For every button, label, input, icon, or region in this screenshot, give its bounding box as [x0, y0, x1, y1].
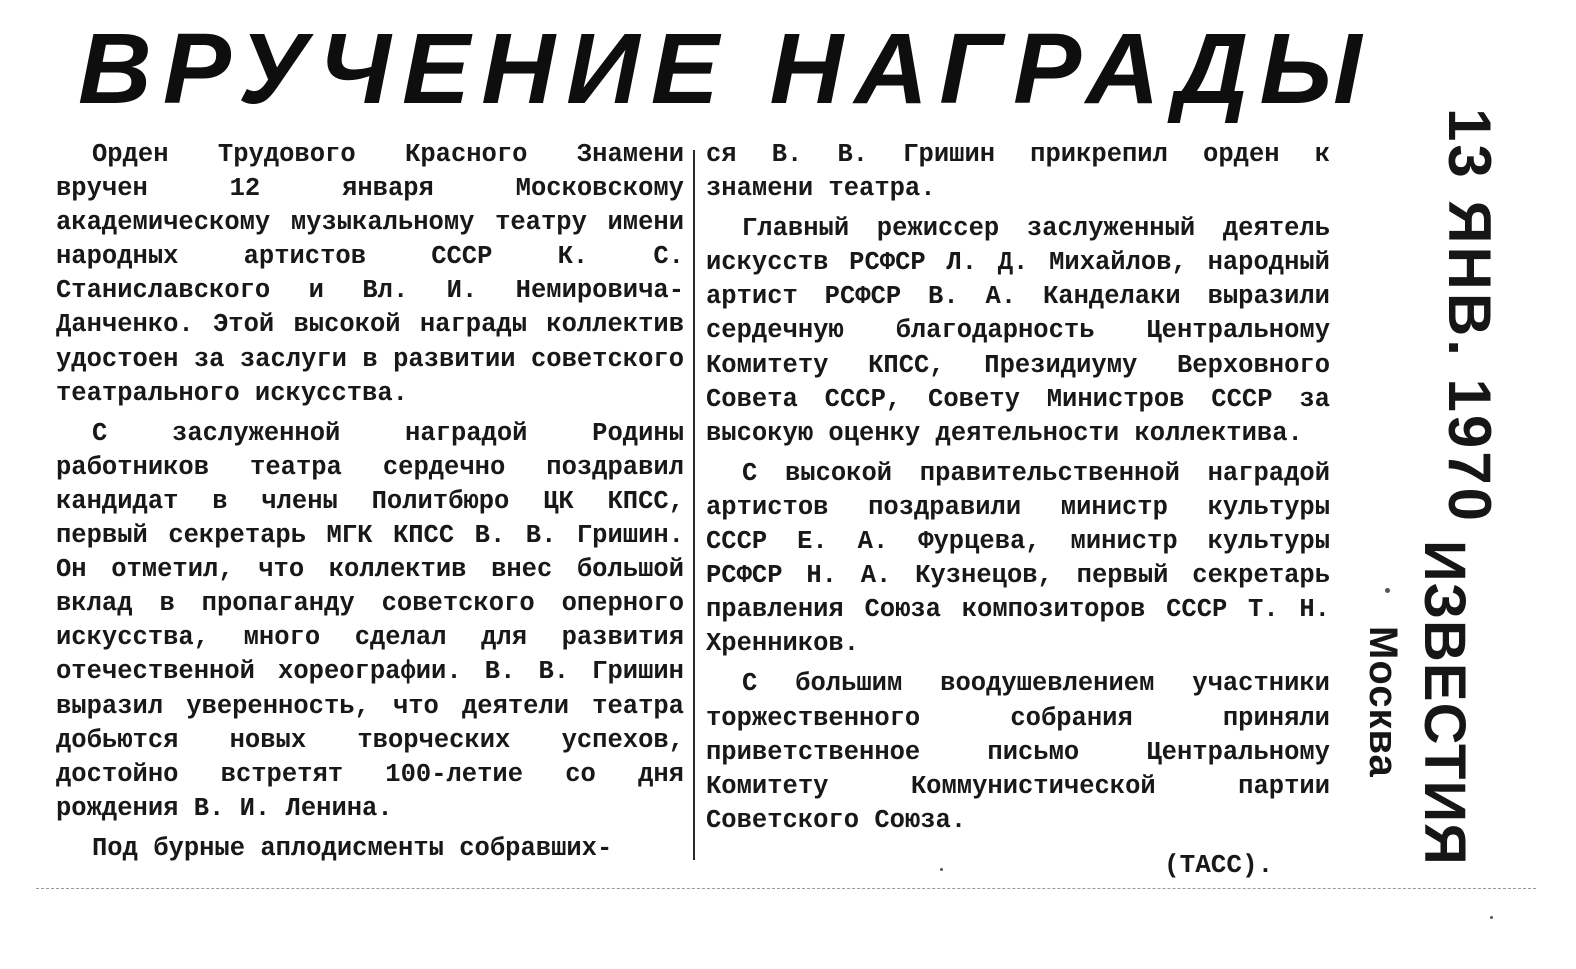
column-divider [693, 150, 695, 860]
paragraph-1: Орден Трудового Красного Знамени вручен 12 января Московскому академическому музыкальному театру имени народных артистов СССР К. С. Станиславского и Вл. И. Немировича-Данченко. Этой высокой награды коллектив удостоен за заслуги в развитии советского театрального искусства. [56, 140, 684, 408]
article-column-left [56, 138, 684, 872]
newspaper-name-stamp: ИЗВЕСТИЯ [1412, 540, 1477, 866]
archive-date-stamp: 13 ЯНВ. 1970 [1436, 108, 1503, 525]
agency-signature: (ТАСС). [1164, 850, 1274, 880]
paragraph-5: С высокой правительственной наградой артистов поздравили министр культуры СССР Е. А. Фурцева, министр культуры РСФСР Н. А. Кузнецов, первый секретарь правления Союза композиторов СССР Т. Н. Хренников. [706, 458, 1330, 659]
paragraph-3-continued: ся В. В. Гришин прикрепил орден к знамени театра. [706, 140, 1330, 204]
article-headline: ВРУЧЕНИЕ НАГРАДЫ [78, 13, 1373, 125]
print-speck [940, 868, 943, 871]
paragraph-4: Главный режиссер заслуженный деятель искусств РСФСР Л. Д. Михайлов, народный артист РСФСР В. А. Канделаки выразили сердечную благодарность Центральному Комитету КПСС, Президиуму Верховного Совета СССР, Совету Министров СССР за высокую оценку деятельности коллектива. [706, 214, 1330, 448]
print-speck [1490, 916, 1493, 919]
print-speck [1385, 588, 1390, 593]
city-stamp: Москва [1361, 626, 1405, 778]
clipping-bottom-edge [36, 888, 1536, 889]
article-column-right [706, 138, 1330, 844]
paragraph-2: С заслуженной наградой Родины работников театра сердечно поздравил кандидат в члены Политбюро ЦК КПСС, первый секретарь МГК КПСС В. В. Гришин. Он отметил, что коллектив внес большой вклад в пропаганду советского оперного искусства, много сделал для развития отечественной хореографии. В. В. Гришин выразил уверенность, что деятели театра добьются новых творческих успехов, достойно встретят 100-летие со дня рождения В. И. Ленина. [56, 418, 684, 823]
paragraph-3: Под бурные аплодисменты собравших- [92, 833, 613, 863]
paragraph-6: С большим воодушевлением участники торжественного собрания приняли приветственное письмо Центральному Комитету Коммунистической партии Советского Союза. [706, 669, 1330, 835]
